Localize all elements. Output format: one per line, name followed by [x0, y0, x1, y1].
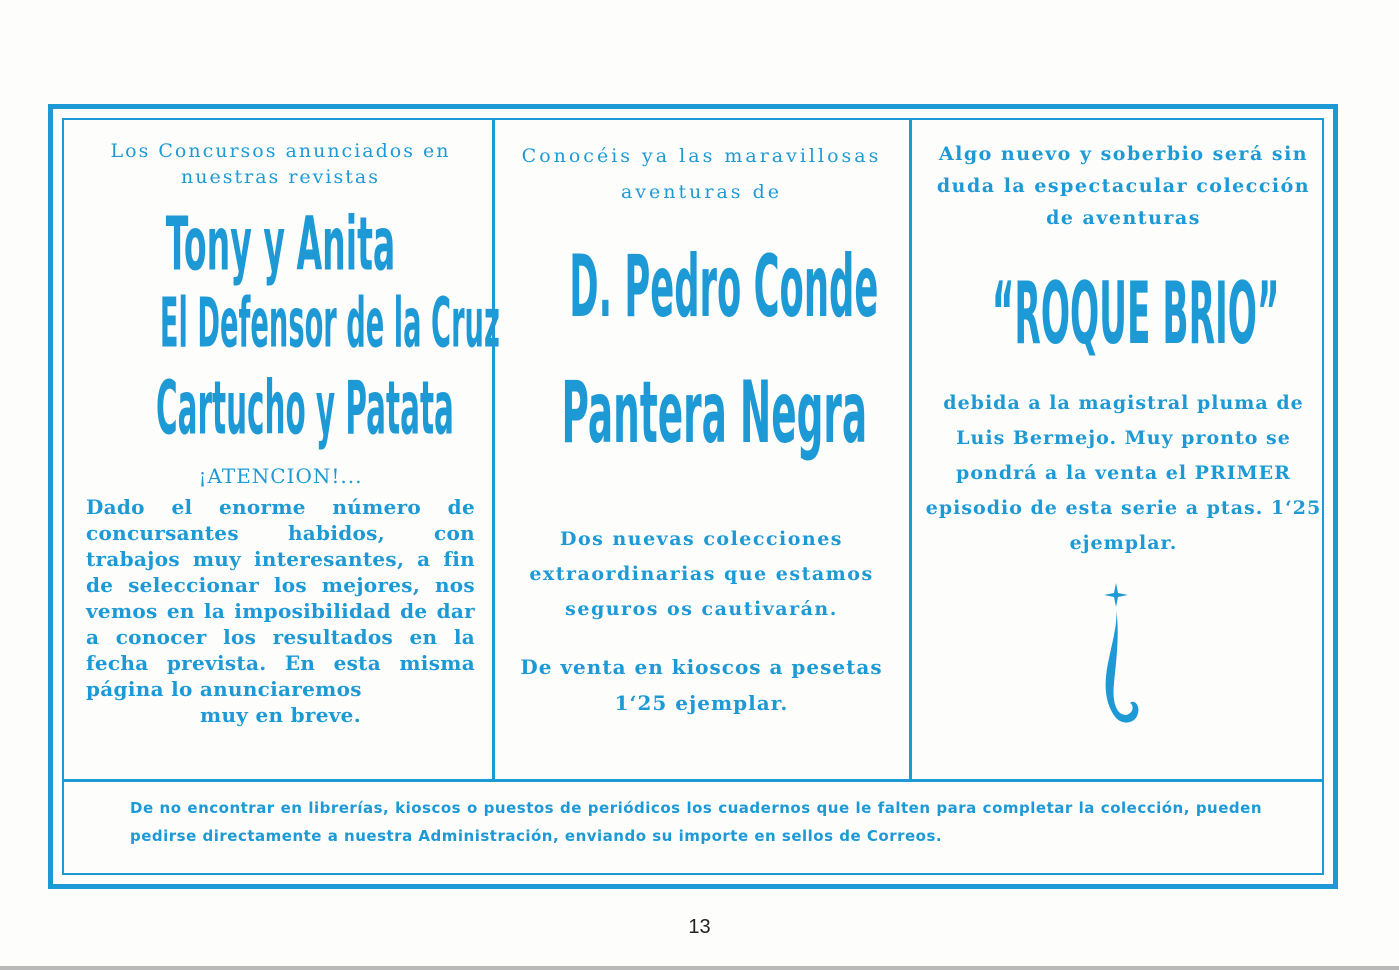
- page-number: 13: [688, 916, 711, 938]
- title-el-defensor-de-la-cruz: El Defensor de la Cruz: [159, 284, 500, 364]
- ornament-icon: [1094, 583, 1154, 733]
- roque-brio-panel: [912, 120, 1335, 779]
- contest-panel: [64, 120, 500, 779]
- series-intro: Conocéis ya las maravillosas aventuras de: [521, 145, 882, 203]
- title-pantera-negra: Pantera Negra: [561, 364, 868, 464]
- title-d-pedro-conde: D. Pedro Conde: [569, 238, 879, 338]
- series-panel: [495, 120, 908, 779]
- advertisement-inner-border: [62, 118, 1324, 875]
- advertisement-frame: [48, 104, 1338, 889]
- roque-brio-intro: Algo nuevo y soberbio será sin duda la espectacular colección de aventuras: [936, 143, 1311, 229]
- footer-notice: De no encontrar en librerías, kioscos o puestos de periódicos los cuadernos que le falten para completar la colección, pueden pedirse directamente a nuestra Administración, enviando su importe en sellos de Correos.: [130, 799, 1262, 845]
- attention-heading: ¡ATENCION!...: [198, 464, 363, 488]
- title-roque-brio: “ROQUE BRIO”: [991, 265, 1280, 365]
- series-paragraph: Dos nuevas colecciones extraordinarias que estamos seguros os cautivarán.: [529, 528, 874, 620]
- page-bottom-edge: [0, 966, 1399, 970]
- title-tony-y-anita: Tony y Anita: [165, 200, 396, 288]
- contest-paragraph-end: muy en breve.: [200, 703, 361, 727]
- title-cartucho-y-patata: Cartucho y Patata: [156, 364, 454, 452]
- contest-paragraph-body: Dado el enorme número de concursantes habidos, con trabajos muy interesantes, a fin de seleccionar los mejores, nos vemos en la imposibilidad de dar a conocer los resultados en la fecha prevista. En esta misma página lo anunciaremos: [86, 495, 475, 701]
- roque-brio-paragraph: debida a la magistral pluma de Luis Bermejo. Muy pronto se pondrá a la venta el PRIMER episodio de esta serie a ptas. 1‘25 ejemplar.: [925, 392, 1322, 554]
- series-price: De venta en kioscos a pesetas 1‘25 ejemplar.: [520, 655, 883, 715]
- contest-paragraph: [86, 494, 475, 728]
- contest-intro: Los Concursos anunciados en nuestras revistas: [110, 140, 451, 188]
